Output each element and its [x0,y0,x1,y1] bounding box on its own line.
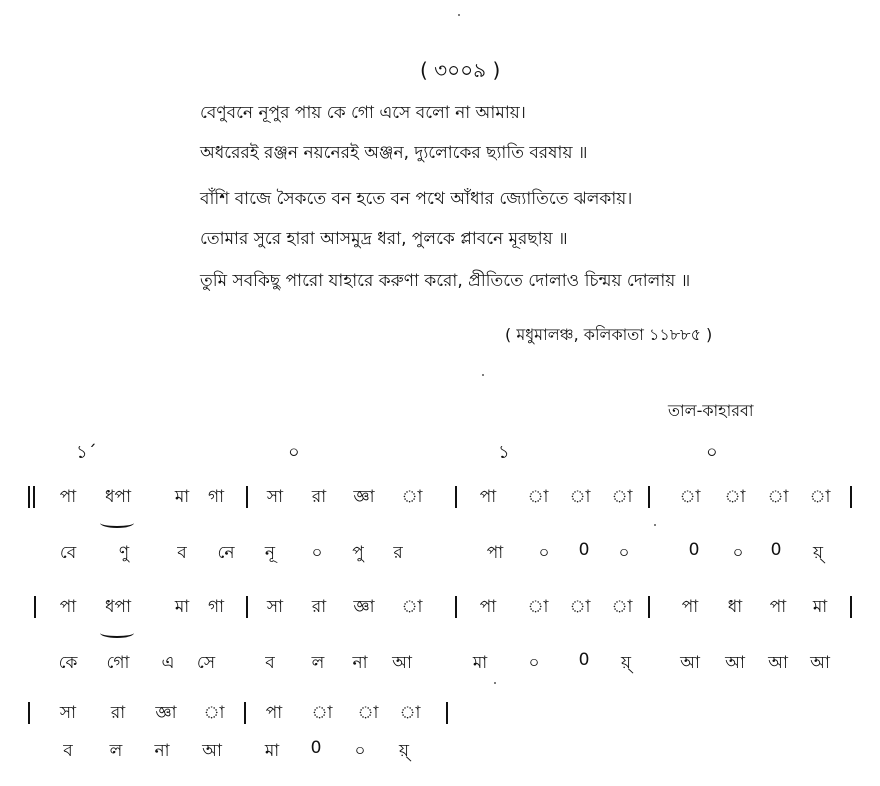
lyric-row-3 [0,738,880,770]
swara-note: া [401,487,423,507]
lyric-syllable: সে [196,653,216,673]
lyric-syllable: গো [106,653,130,673]
lyric-syllable: আ [392,653,412,673]
lyric-syllable: আ [768,653,788,673]
swara-note: ধপা [105,487,131,507]
beat-marker-1: ১´ [76,442,97,463]
swara-note: গা [207,487,225,507]
scan-speck [654,524,656,526]
swara-note: পা [769,597,787,617]
lyric-syllable: য়্ [398,741,410,761]
swara-note: মা [812,597,828,617]
swara-note: া [611,487,633,507]
meend-slur [100,518,134,528]
swara-note: া [611,597,633,617]
swara-note: া [767,487,789,507]
swara-note: া [724,487,746,507]
lyric-syllable: ণু [118,543,130,563]
swara-note: া [527,597,549,617]
lyric-syllable: 0 [578,650,590,670]
bar-line [455,486,457,508]
swara-note: া [569,597,591,617]
lyric-syllable: ব [265,653,275,673]
scan-speck [458,14,460,16]
lyric-syllable: ০ [618,543,630,563]
swara-note: া [203,703,225,723]
lyric-syllable: পু [352,543,364,563]
lyric-syllable: য়্ [620,653,632,673]
bar-line [246,486,248,508]
lyric-line-4: তোমার সুরে হারা আসমুদ্র ধরা, পুলকে প্লাবনে মূরছায় ॥ [200,229,568,249]
meend-slur [100,628,134,638]
lyric-row-2 [0,650,880,682]
lyric-syllable: কে [58,653,78,673]
lyric-syllable: আ [725,653,745,673]
lyric-syllable: পা [486,543,504,563]
swara-note: পা [59,597,77,617]
swara-note: া [809,487,831,507]
lyric-syllable: বে [59,543,77,563]
swara-note: রা [110,703,126,723]
lyric-syllable: মা [264,741,280,761]
lyric-syllable: 0 [688,540,700,560]
lyric-syllable: আ [680,653,700,673]
lyric-syllable: ০ [528,653,540,673]
swara-note: া [527,487,549,507]
swara-note: সা [266,487,284,507]
swara-note: া [311,703,333,723]
swara-note: পা [59,487,77,507]
bar-line [850,486,852,508]
bar-line [648,596,650,618]
lyric-syllable: ল [109,741,123,761]
lyric-syllable: না [154,741,170,761]
lyric-syllable: 0 [578,540,590,560]
bar-line [244,702,246,724]
scan-speck [482,374,484,376]
lyric-syllable: মা [472,653,488,673]
swara-note: া [401,597,423,617]
beat-marker-4: ০ [706,442,718,463]
lyric-line-2: অধরেরই রঞ্জন নয়নেরই অঞ্জন, দ্যুলোকের ছ্যাতি বরষায় ॥ [200,143,588,163]
swara-note: পা [479,597,497,617]
lyric-syllable: 0 [770,540,782,560]
swara-row-1 [0,484,880,516]
lyric-syllable: নূ [264,543,276,563]
swara-note: জ্ঞা [353,597,375,617]
composition-credit: ( মধুমালঞ্চ, কলিকাতা ১১৮৮৫ ) [505,325,713,344]
lyric-row-1 [0,540,880,572]
lyric-syllable: ০ [354,741,366,761]
song-number: ( ৩০০৯ ) [420,58,501,82]
bar-line [455,596,457,618]
swara-note: রা [311,487,327,507]
taal-label: তাল-কাহারবা [668,401,754,420]
lyric-syllable: ল [311,653,325,673]
bar-line [34,596,36,618]
bar-line [648,486,650,508]
swara-note: জ্ঞা [353,487,375,507]
lyric-syllable: এ [161,653,175,673]
lyric-syllable: ০ [732,543,744,563]
swara-note: পা [479,487,497,507]
swara-note: পা [681,597,699,617]
double-bar-line [28,486,35,508]
lyric-syllable: র [393,543,403,563]
swara-row-2 [0,594,880,626]
lyric-syllable: আ [202,741,222,761]
swara-note: া [399,703,421,723]
lyric-line-3: বাঁশি বাজে সৈকতে বন হতে বন পথে আঁধার জ্যোতিতে ঝলকায়। [200,189,633,209]
swara-note: সা [266,597,284,617]
bar-line [246,596,248,618]
swara-note: মা [174,597,190,617]
swara-note: া [569,487,591,507]
lyric-line-1: বেণুবনে নূপুর পায় কে গো এসে বলো না আমায়। [200,103,526,123]
swara-note: ধা [727,597,743,617]
scan-speck [494,682,496,684]
swara-note: গা [207,597,225,617]
swara-note: া [679,487,701,507]
lyric-syllable: 0 [310,738,322,758]
swara-note: সা [59,703,77,723]
beat-marker-3: ১ [498,442,510,463]
lyric-syllable: নে [217,543,235,563]
lyric-syllable: য়্ [812,543,824,563]
swara-note: পা [265,703,283,723]
lyric-syllable: ০ [311,543,323,563]
bar-line [446,702,448,724]
lyric-syllable: আ [810,653,830,673]
swara-note: রা [311,597,327,617]
lyric-syllable: ব [63,741,73,761]
swara-note: জ্ঞা [155,703,177,723]
swara-note: ধপা [105,597,131,617]
beat-marker-2: ০ [288,442,300,463]
swara-note: া [357,703,379,723]
bar-line [850,596,852,618]
swara-note: মা [174,487,190,507]
bar-line [28,702,30,724]
swara-row-3 [0,700,880,732]
lyric-line-5: তুমি সবকিছু পারো যাহারে করুণা করো, প্রীতিতে দোলাও চিন্ময় দোলায় ॥ [200,271,691,291]
lyric-syllable: ব [177,543,187,563]
lyric-syllable: না [352,653,368,673]
lyric-syllable: ০ [538,543,550,563]
